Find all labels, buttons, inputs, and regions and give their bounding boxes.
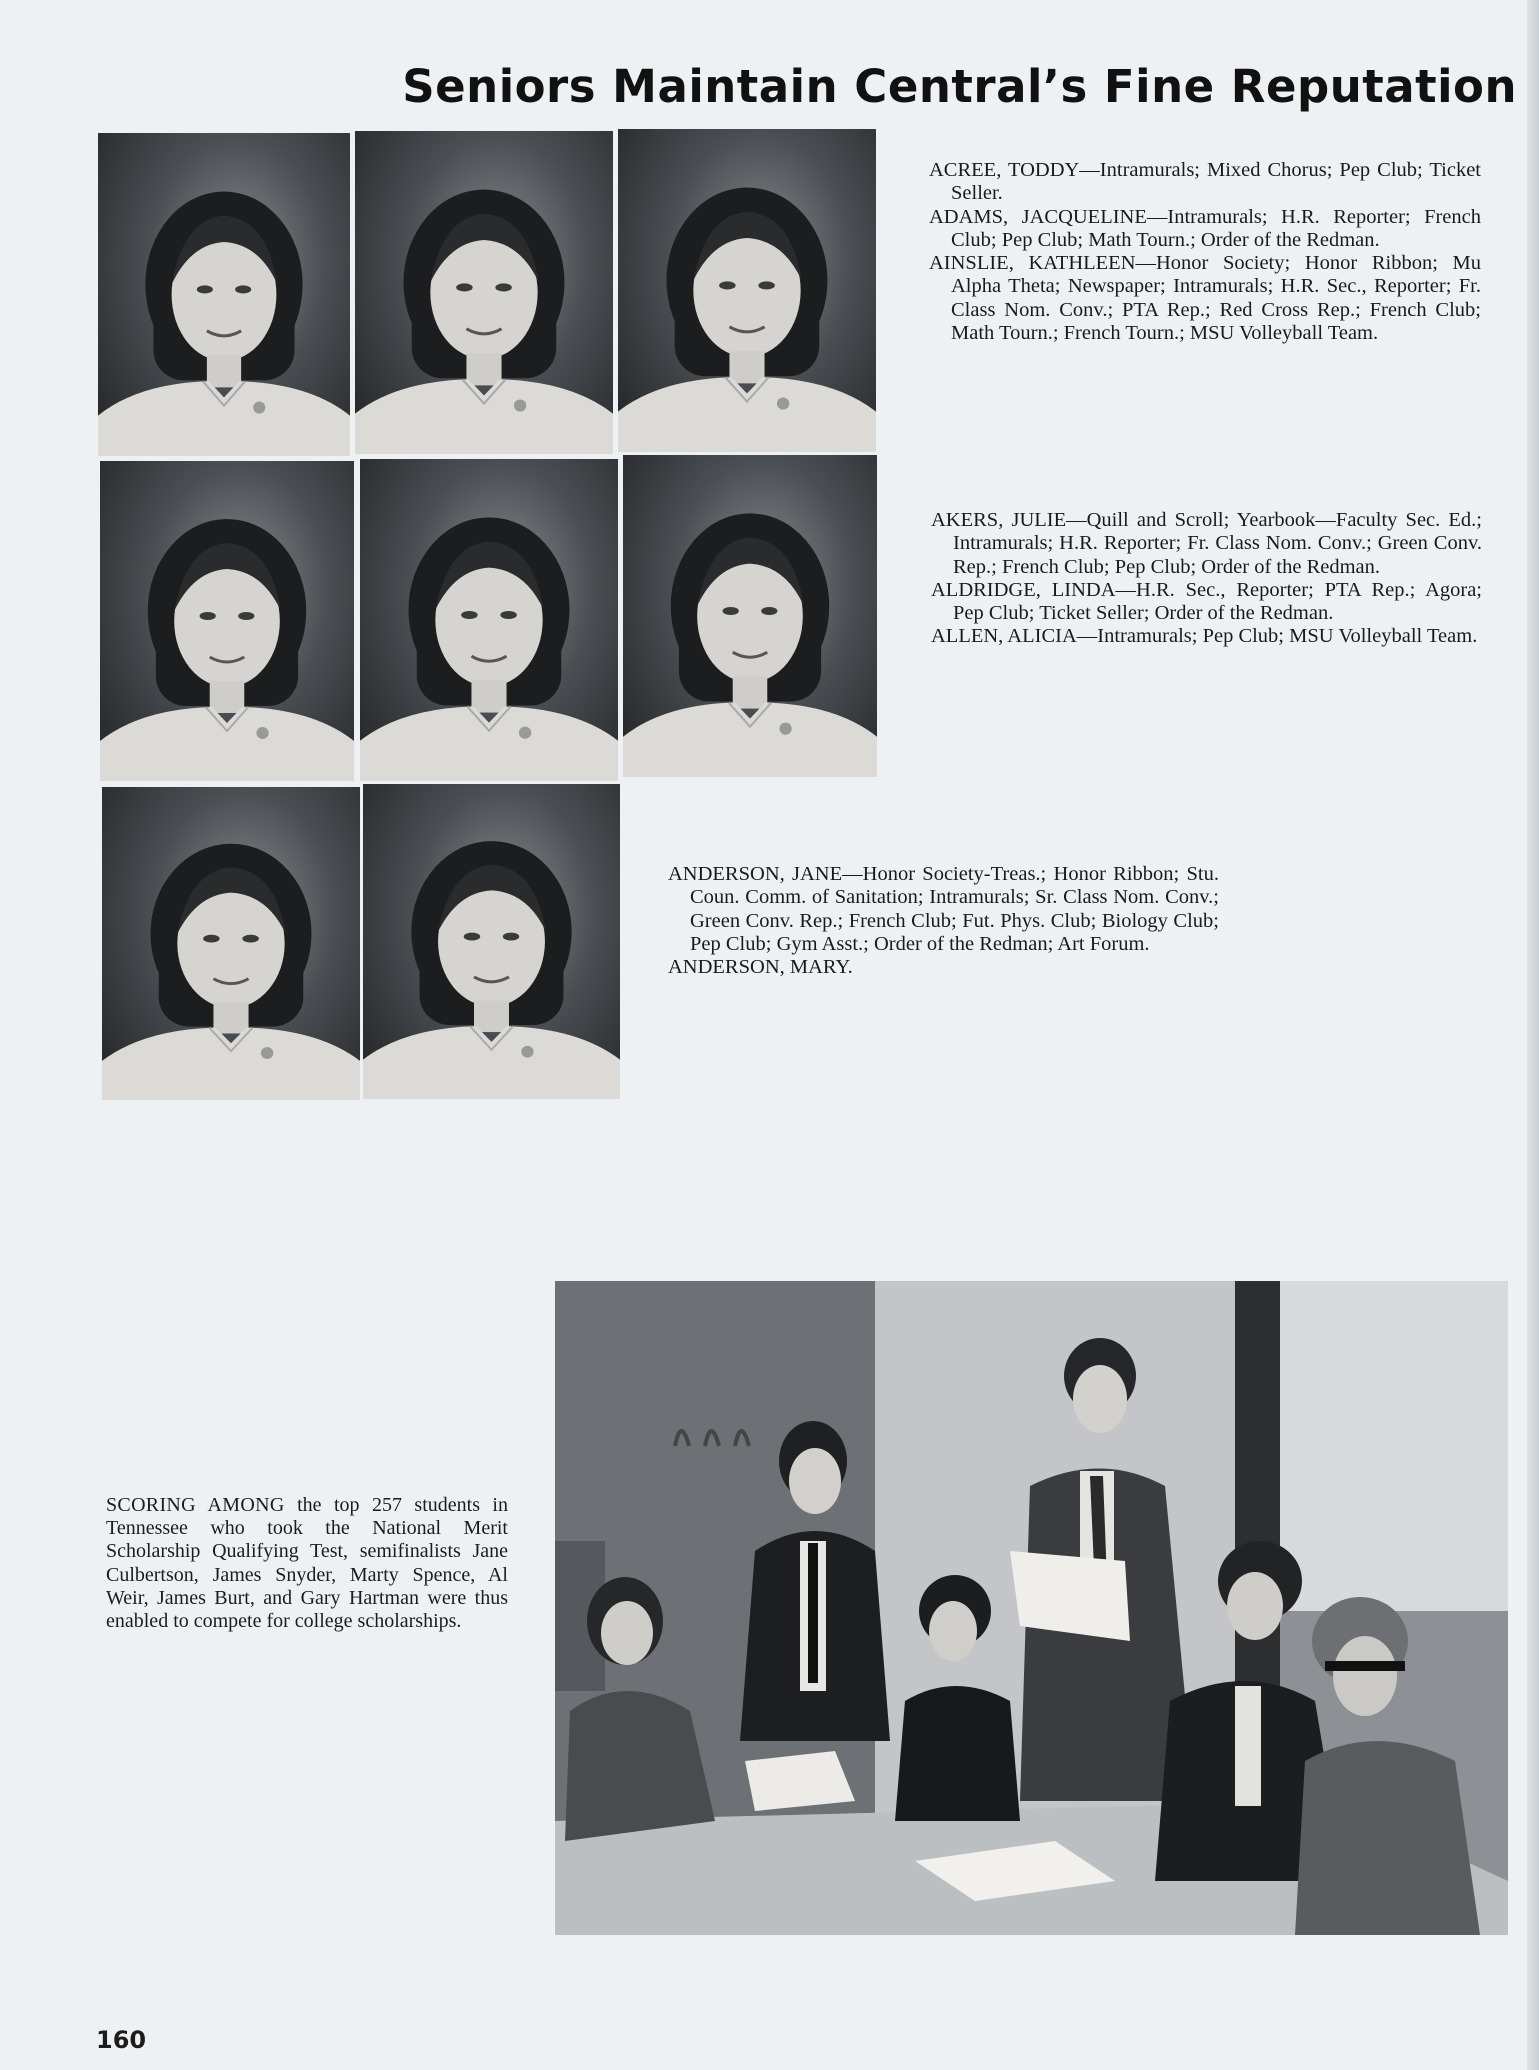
bio-block-3 [668,863,1219,979]
bio-anderson-mary: ANDERSON, MARY. [668,956,853,979]
portrait-acree-toddy [98,133,350,456]
portrait-allen-alicia [623,455,877,777]
portrait-ainslie-kathleen [618,129,876,452]
page-title: Seniors Maintain Central’s Fine Reputation [402,60,1517,114]
caption-body: the top 257 students in Tennessee who took the National Merit Scholarship Qualifying Test, semifinalists Jane Culbertson, James Snyder, Marty Spence, Al Weir, James Burt, and Gary Hartman were thus enabled to compete for college scholarships. [106,1494,508,1633]
bio-allen-alicia: ALLEN, ALICIA—Intramurals; Pep Club; MSU Volleyball Team. [931,625,1478,648]
page-number: 160 [96,2026,147,2054]
portrait-akers-julie [100,461,354,781]
page-edge [1527,0,1539,2070]
bio-block-1 [929,159,1481,345]
bio-anderson-jane: ANDERSON, JANE—Honor Society-Treas.; Honor Ribbon; Stu. Coun. Comm. of Sanitation; Intramurals; Sr. Class Nom. Conv.; Green Conv. Rep.; French Club; Fut. Phys. Club; Biology Club; Pep Club; Gym Asst.; Order of the Redman; Art Forum. [668,863,1219,955]
photo-caption [106,1494,508,1633]
group-photo-semifinalists [555,1281,1508,1935]
portrait-aldridge-linda [360,459,618,781]
bio-akers-julie: AKERS, JULIE—Quill and Scroll; Yearbook—Faculty Sec. Ed.; Intramurals; H.R. Reporter; Fr. Class Nom. Conv.; Green Conv. Rep.; French Club; Pep Club; Order of the Redman. [931,509,1482,578]
bio-acree-toddy: ACREE, TODDY—Intramurals; Mixed Chorus; Pep Club; Ticket Seller. [929,159,1481,205]
caption-lead: SCORING AMONG [106,1494,285,1516]
portrait-adams-jacqueline [355,131,613,454]
bio-aldridge-linda: ALDRIDGE, LINDA—H.R. Sec., Reporter; PTA Rep.; Agora; Pep Club; Ticket Seller; Order of the Redman. [931,578,1482,625]
portrait-anderson-jane [102,787,360,1100]
bio-block-2 [931,509,1482,649]
bio-ainslie-kathleen: AINSLIE, KATHLEEN—Honor Society; Honor Ribbon; Mu Alpha Theta; Newspaper; Intramurals; H.R. Sec., Reporter; Fr. Class Nom. Conv.; PTA Rep.; Red Cross Rep.; French Club; Math Tourn.; French Tourn.; MSU Volleyball Team. [929,252,1481,345]
bio-adams-jacqueline: ADAMS, JACQUELINE—Intramurals; H.R. Reporter; French Club; Pep Club; Math Tourn.; Order of the Redman. [929,205,1481,251]
portrait-anderson-mary [363,784,620,1099]
